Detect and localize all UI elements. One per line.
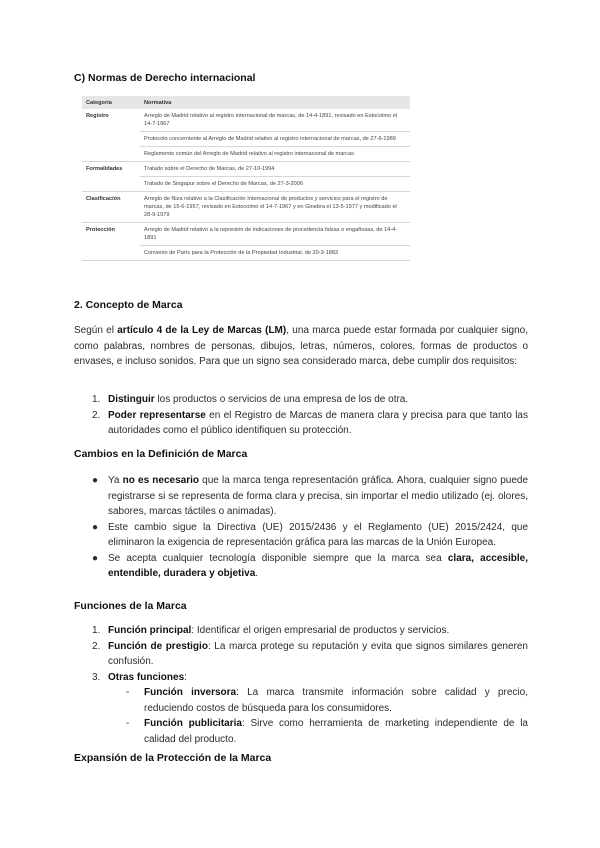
item-text: : La marca transmite información sobre calidad y precio, reduciendo costos de búsqueda para los consumidores. — [144, 687, 528, 714]
item-text: Ya — [108, 475, 123, 486]
item-number: 1. — [92, 625, 101, 636]
section-2-title: 2. Concepto de Marca — [74, 299, 183, 311]
item-text: : Identificar el origen empresarial de productos y servicios. — [191, 625, 450, 636]
item-text: los productos o servicios de una empresa de los de otra. — [154, 394, 409, 405]
category-cell: Protección — [82, 223, 140, 261]
list-item — [74, 639, 528, 670]
table-row — [82, 223, 410, 246]
norm-cell: Protocolo concerniente al Arreglo de Madrid relativo al registro internacional de marcas, de 27-6-1989 — [140, 132, 410, 147]
sub-list-item — [108, 685, 528, 716]
item-number: 2. — [92, 640, 101, 652]
expansion-title: Expansión de la Protección de la Marca — [74, 752, 272, 764]
intro-paragraph — [74, 323, 528, 370]
norm-cell: Reglamento común del Arreglo de Madrid relativo al registro internacional de marcas — [140, 147, 410, 162]
norm-cell: Arreglo de Niza relativo a la Clasificación Internacional de productos y servicios para el registro de marcas, de 15-6-1957, revisado en Estocolmo el 14-7-1967 y en Ginebra el 13-5-1977 y modificado el 28-9-1979 — [140, 192, 410, 223]
cambios-title: Cambios en la Definición de Marca — [74, 448, 248, 460]
list-item — [74, 623, 528, 639]
item-number: 1. — [92, 394, 101, 405]
item-text: en el Registro de Marcas de manera clara y precisa para que tanto las autoridades como el público identifiquen su protección. — [108, 409, 528, 436]
intro-text-2: , una marca puede estar formada por cualquier signo, como palabras, nombres de personas, dibujos, letras, números, colores, formas de productos o envases, e incluso sonidos. Para que un signo sea considerado marca, debe cumplir dos requisitos: — [74, 325, 528, 367]
item-text: Se acepta cualquier tecnología disponible siempre que la marca sea — [108, 552, 448, 564]
table-header-row — [82, 96, 410, 109]
item-bold: clara, accesible, entendible, duradera y objetiva — [108, 552, 528, 579]
list-item — [74, 551, 528, 582]
item-bold: no es necesario — [122, 475, 200, 486]
item-bold: Función de prestigio — [108, 640, 208, 652]
header-norm: Normativa — [140, 96, 410, 109]
list-item — [74, 408, 528, 439]
list-item — [74, 473, 528, 520]
table-row — [82, 162, 410, 177]
item-text: Este cambio sigue la Directiva (UE) 2015/2436 y el Reglamento (UE) 2015/2424, que eliminaron la exigencia de representación gráfica para las marcas de la Unión Europea. — [108, 521, 528, 548]
norm-cell: Arreglo de Madrid relativo a la represión de indicaciones de procedencia falsas o engañosas, de 14-4-1891 — [140, 223, 410, 246]
sub-list — [108, 685, 528, 747]
dash-icon: - — [126, 718, 130, 729]
item-bold: Otras funciones — [108, 671, 185, 683]
category-cell: Registro — [82, 109, 140, 162]
norm-cell: Arreglo de Madrid relativo al registro internacional de marcas, de 14-4-1891, revisado en Estocolmo el 14-7-1967 — [140, 109, 410, 132]
norms-table — [82, 96, 410, 261]
item-text: : — [184, 671, 187, 683]
item-number: 2. — [92, 409, 101, 421]
bullet-icon: ● — [92, 521, 99, 533]
intro-bold: artículo 4 de la Ley de Marcas (LM) — [117, 325, 287, 336]
funciones-list — [74, 623, 528, 747]
header-category: Categoría — [82, 96, 140, 109]
item-bold: Distinguir — [108, 394, 155, 405]
norms-table-image — [82, 96, 410, 283]
item-bold: Función inversora — [144, 687, 237, 698]
dash-icon: - — [126, 687, 130, 698]
item-text: : Sirve como herramienta de marketing independiente de la calidad del producto. — [144, 718, 528, 745]
bullet-icon: ● — [92, 552, 99, 564]
item-bold: Poder representarse — [108, 409, 206, 421]
intro-text-1: Según el — [74, 325, 118, 336]
norm-cell: Tratado de Singapur sobre el Derecho de Marcas, de 27-3-2006 — [140, 177, 410, 192]
funciones-title: Funciones de la Marca — [74, 600, 187, 612]
cambios-list — [74, 473, 528, 582]
section-c-title: C) Normas de Derecho internacional — [74, 72, 256, 84]
item-text: : La marca protege su reputación y evita que signos similares generen confusión. — [108, 640, 528, 667]
table-row — [82, 109, 410, 132]
item-text: que la marca tenga representación gráfica. Ahora, cualquier signo puede registrarse si se representa de forma clara y precisa, sin importar el medio utilizado (ej. olores, sabores, marcas táctiles o animadas). — [108, 475, 528, 517]
item-number: 3. — [92, 671, 101, 683]
norm-cell: Tratado sobre el Derecho de Marcas, de 27-10-1994 — [140, 162, 410, 177]
requirements-list — [74, 392, 528, 439]
category-cell: Formalidades — [82, 162, 140, 192]
item-bold: Función principal — [108, 625, 192, 636]
category-cell: Clasificación — [82, 192, 140, 223]
sub-list-item — [108, 716, 528, 747]
list-item — [74, 392, 528, 408]
list-item — [74, 520, 528, 551]
list-item — [74, 670, 528, 748]
norm-cell: Convenio de París para la Protección de la Propiedad Industrial, de 20-3-1883 — [140, 246, 410, 261]
item-text: . — [255, 568, 259, 579]
table-row — [82, 192, 410, 223]
item-bold: Función publicitaria — [144, 718, 242, 729]
bullet-icon: ● — [92, 475, 99, 486]
